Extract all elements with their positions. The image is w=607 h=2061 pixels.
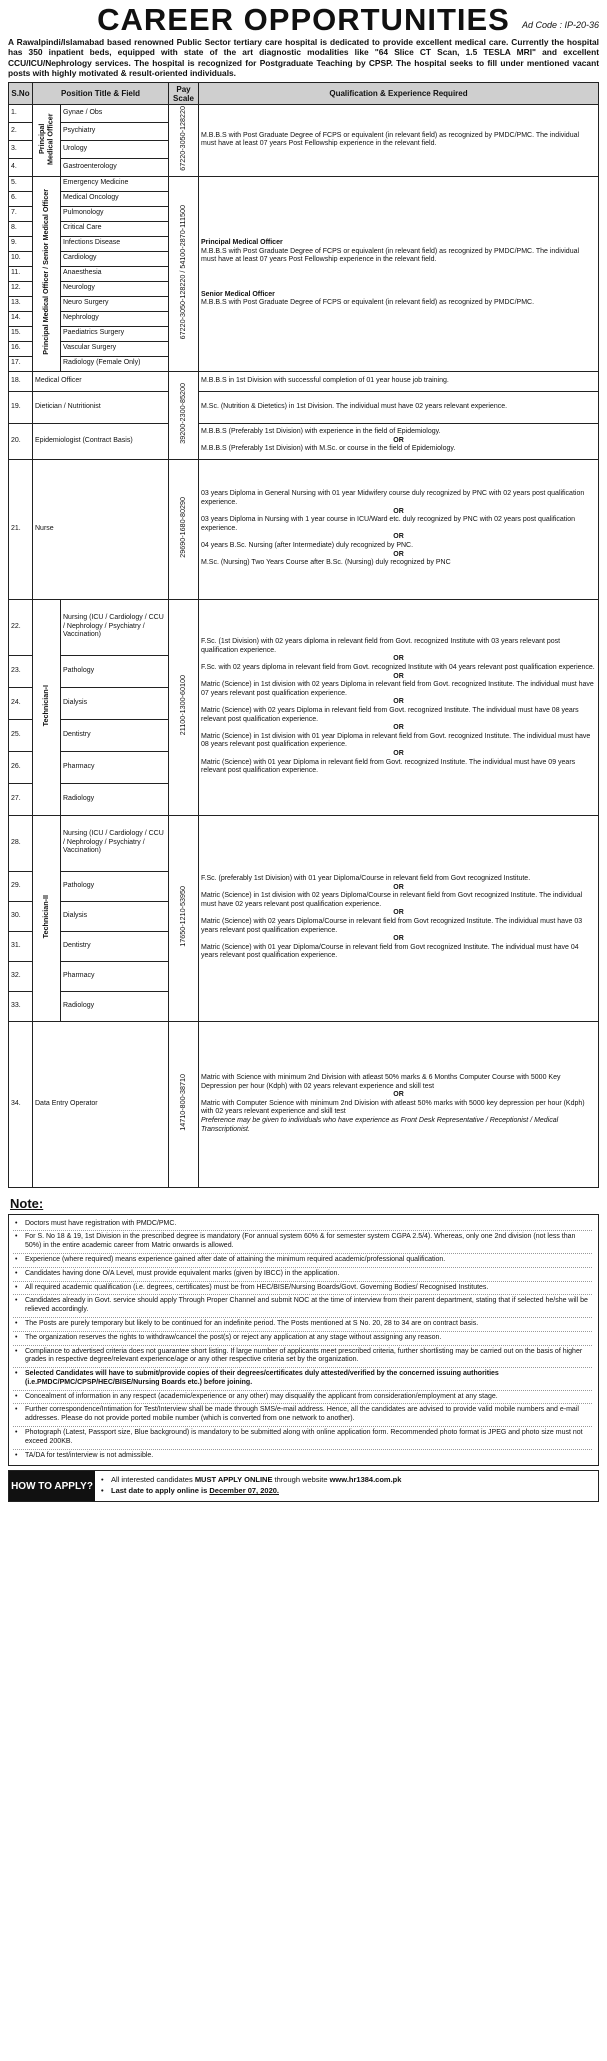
pay-scale: 67220-3050-128220 / 54100-2870-111500 (178, 204, 188, 339)
or-separator: OR (393, 698, 404, 706)
field-name: Pharmacy (61, 751, 169, 783)
qualification-text: Matric with Computer Science with minimum 2nd Division with atleast 50% marks with 5000 key depression per hour (Kdph) with 02 years relevant experience and skill test (201, 1099, 585, 1116)
table-row (9, 176, 599, 191)
serial-number: 10. (9, 251, 33, 266)
last-date: December 07, 2020. (209, 1486, 279, 1496)
serial-number: 3. (9, 140, 33, 158)
table-row (9, 391, 599, 423)
spacer (201, 265, 596, 291)
group-label: Principal Medical Officer / Senior Medical Officer (41, 188, 51, 355)
group-label: Technician-I (41, 684, 51, 726)
serial-number: 32. (9, 961, 33, 991)
note-text: The organization reserves the rights to withdraw/cancel the post(s) or reject any application at any stage without assigning any reason. (25, 1333, 442, 1341)
qualification-text: 04 years B.Sc. Nursing (after Intermediate) duly recognized by PNC. (201, 541, 414, 549)
note-text: Doctors must have registration with PMDC/PMC. (25, 1219, 177, 1227)
serial-number: 22. (9, 599, 33, 655)
serial-number: 17. (9, 356, 33, 371)
page-title: CAREER OPPORTUNITIES (97, 2, 510, 37)
field-name: Paediatrics Surgery (61, 326, 169, 341)
qualification-cell (199, 815, 599, 1021)
bullet-icon: • (15, 1392, 18, 1400)
bullet-icon: • (101, 1475, 104, 1485)
serial-number: 14. (9, 311, 33, 326)
qualification-cell (199, 391, 599, 423)
serial-number: 28. (9, 815, 33, 871)
qualification-text: Matric (Science) in 1st division with 02 years Diploma in relevant field from Govt. recognized Institute. The individual must have 07 years relevant post qualification experience. (201, 681, 594, 697)
header-position: Position Title & Field (33, 83, 169, 105)
field-name: Emergency Medicine (61, 176, 169, 191)
bullet-icon: • (15, 1269, 18, 1277)
table-row (9, 459, 599, 599)
pay-scale: 14710-800-38710 (178, 1073, 188, 1131)
qualification-text: M.Sc. (Nursing) Two Years Course after B.Sc. (Nursing) duly recognized by PNC (201, 559, 451, 567)
qualification-text: 03 years Diploma in General Nursing with 01 year Midwifery course duly recognized by PNC with 02 years post qualification experience. (201, 490, 585, 506)
qualification-text: M.B.B.S in 1st Division with successful completion of 01 year house job training. (201, 376, 449, 384)
field-name: Anaesthesia (61, 266, 169, 281)
or-separator: OR (393, 533, 404, 541)
field-name: Gastroenterology (61, 158, 169, 176)
position-title: Medical Officer (33, 371, 169, 391)
qualification-text: M.B.B.S (Preferably 1st Division) with M.Sc. or course in the field of Epidemiology. (201, 445, 456, 453)
field-name: Radiology (61, 991, 169, 1021)
ad-code: Ad Code : IP-20-36 (521, 20, 599, 30)
serial-number: 6. (9, 191, 33, 206)
note-item (13, 1318, 592, 1332)
qualification-cell (199, 459, 599, 599)
website-link[interactable]: www.hr1384.com.pk (329, 1475, 402, 1485)
qualification-cell (199, 371, 599, 391)
field-name: Nursing (ICU / Cardiology / CCU / Nephrology / Psychiatry / Vaccination) (61, 599, 169, 655)
note-text: Experience (where required) means experience gained after date of attaining the minimum required academic/professional qualification. (25, 1255, 446, 1263)
note-item (13, 1404, 592, 1427)
serial-number: 27. (9, 783, 33, 815)
serial-number: 25. (9, 719, 33, 751)
bullet-icon: • (101, 1486, 104, 1496)
group-label-cell (33, 105, 61, 176)
serial-number: 26. (9, 751, 33, 783)
notes-section (8, 1196, 599, 1467)
bullet-icon: • (15, 1219, 18, 1227)
field-name: Nursing (ICU / Cardiology / CCU / Nephrology / Psychiatry / Vaccination) (61, 815, 169, 871)
serial-number: 20. (9, 423, 33, 459)
note-item (13, 1254, 592, 1268)
qualification-text: F.Sc. (1st Division) with 02 years diploma in relevant field from Govt. recognized Institute with 03 years relevant post qualification experience. (201, 638, 561, 654)
pay-scale: 29690-1680-80290 (178, 496, 188, 558)
serial-number: 29. (9, 871, 33, 901)
qualification-text: Matric (Science) with 01 year Diploma in relevant field from Govt. recognized Institute. The individual must have 09 years relevant post qualification experience. (201, 758, 576, 775)
group-label-cell (33, 176, 61, 371)
header-qualification: Qualification & Experience Required (199, 83, 599, 105)
group-label-cell (33, 815, 61, 1021)
serial-number: 18. (9, 371, 33, 391)
bullet-icon: • (15, 1347, 18, 1355)
bullet-icon: • (15, 1370, 18, 1378)
serial-number: 24. (9, 687, 33, 719)
or-separator: OR (393, 883, 404, 891)
header-pay: Pay Scale (169, 83, 199, 105)
serial-number: 8. (9, 221, 33, 236)
qualification-text: 03 years Diploma in Nursing with 1 year course in ICU/Ward etc. duly recognized by PNC with 02 years post qualification experience. (201, 516, 576, 532)
serial-number: 34. (9, 1021, 33, 1187)
field-name: Gynae / Obs (61, 105, 169, 123)
note-text: Further correspondence/Intimation for Test/Interview shall be made through SMS/e-mail address. Hence, all the candidates are advised to provide valid mobile numbers and e-mail addresses. Please do not provide ported mobile number (which is converted from one network to another). (25, 1406, 579, 1423)
field-name: Neurology (61, 281, 169, 296)
apply-emphasis: MUST APPLY ONLINE (194, 1475, 273, 1485)
bullet-icon: • (15, 1451, 18, 1459)
field-name: Pulmonology (61, 206, 169, 221)
pay-scale: 39200-2300-85200 (178, 382, 188, 444)
serial-number: 4. (9, 158, 33, 176)
field-name: Pathology (61, 871, 169, 901)
bullet-icon: • (15, 1429, 18, 1437)
field-name: Neuro Surgery (61, 296, 169, 311)
or-separator: OR (393, 655, 404, 663)
qualification-text: F.Sc. (preferably 1st Division) with 01 year Diploma/Course in relevant field from Govt recognized Institute. (201, 875, 531, 883)
note-item (13, 1295, 592, 1318)
or-separator: OR (393, 909, 404, 917)
note-text: Photograph (Latest, Passport size, Blue background) is mandatory to be submitted along with online application form. Recommended photo format is JPEG and photo size must not exceed 200KB. (25, 1429, 583, 1445)
field-name: Medical Oncology (61, 191, 169, 206)
field-name: Pharmacy (61, 961, 169, 991)
or-separator: OR (393, 550, 404, 558)
apply-text: All interested candidates (111, 1475, 195, 1485)
qualification-text: Matric with Science with minimum 2nd Division with atleast 50% marks & 6 Months Computer Course with 5000 Key Depression per hour (Kdph) with 02 years relevant experience and skill test (201, 1073, 561, 1090)
how-to-apply-body (95, 1471, 401, 1501)
serial-number: 1. (9, 105, 33, 123)
field-name: Pathology (61, 655, 169, 687)
or-separator: OR (393, 724, 404, 732)
table-header-row (9, 83, 599, 105)
pay-scale-cell (169, 815, 199, 1021)
field-name: Urology (61, 140, 169, 158)
qualification-text: Matric (Science) with 01 year Diploma/Course in relevant field from Govt recognized Institute. The individual must have 04 years relevant post qualification experience. (201, 943, 579, 960)
qualification-cell (199, 105, 599, 176)
note-item (13, 1218, 592, 1232)
qualification-heading: Principal Medical Officer (201, 239, 283, 247)
serial-number: 2. (9, 123, 33, 141)
qualification-heading: Senior Medical Officer (201, 290, 275, 298)
qualification-cell (199, 599, 599, 815)
note-text: The Posts are purely temporary but likely to be continued for an indefinite period. The Posts mentioned at S No. 20, 28 to 34 are on contract basis. (25, 1319, 479, 1327)
table-row (9, 1021, 599, 1187)
preference-text: Preference may be given to individuals who have experience as Front Desk Representative / Receptionist / Medical Transcriptionist. (201, 1116, 559, 1133)
serial-number: 9. (9, 236, 33, 251)
table-row (9, 371, 599, 391)
pay-scale: 67220-3050-128220 (178, 106, 188, 171)
serial-number: 7. (9, 206, 33, 221)
serial-number: 31. (9, 931, 33, 961)
qualification-text: M.Sc. (Nutrition & Dietetics) in 1st Division. The individual must have 02 years relevant experience. (201, 402, 508, 410)
table-row (9, 105, 599, 123)
position-title: Nurse (33, 459, 169, 599)
intro-paragraph: A Rawalpindi/Islamabad based renowned Public Sector tertiary care hospital is dedicated to provide excellent medical care. Currently the hospital has 350 inpatient beds, equipped with state of the art diagnostic modalities like "64 Slice CT Scan, 1.5 TESLA MRI" and excellent CCU/ICU/Nephrology services. The hospital is recognized for Postgraduate Teaching by CPSP. The hospital seeks to fill under mentioned vacant posts with highly motivated & result-oriented individuals. (8, 37, 599, 78)
serial-number: 21. (9, 459, 33, 599)
bullet-icon: • (15, 1255, 18, 1263)
position-title: Epidemiologist (Contract Basis) (33, 423, 169, 459)
qualification-text: Matric (Science) in 1st division with 02 years Diploma/Course in relevant field from Govt recognized Institute. The individual must have 02 years relevant post qualification experience. (201, 892, 583, 908)
table-row (9, 599, 599, 655)
apply-line-online (101, 1474, 401, 1485)
bullet-icon: • (15, 1406, 18, 1414)
qualification-text: Matric (Science) with 02 years Diploma/Course in relevant field from Govt recognized Institute. The individual must have 03 years relevant post qualification experience. (201, 918, 583, 934)
or-separator: OR (393, 672, 404, 680)
pay-scale-cell (169, 371, 199, 459)
or-separator: OR (393, 436, 404, 444)
or-separator: OR (393, 935, 404, 943)
serial-number: 30. (9, 901, 33, 931)
field-name: Dentistry (61, 719, 169, 751)
note-text: Concealment of information in any respect (academic/experience or any other) may disqualify the applicant from consideration/employment at any stage. (25, 1392, 498, 1400)
qualification-text: M.B.B.S with Post Graduate Degree of FCPS or equivalent (in relevant field) as recognized by PMDC/PMC. The individual must have at least 07 years Post Fellowship experience in the relevant field. (201, 247, 580, 264)
how-to-apply-box (8, 1470, 599, 1502)
qualification-cell (199, 423, 599, 459)
bullet-icon: • (15, 1297, 18, 1305)
how-to-apply-label: HOW TO APPLY? (9, 1471, 95, 1501)
serial-number: 23. (9, 655, 33, 687)
pay-scale-cell (169, 1021, 199, 1187)
header (8, 2, 599, 37)
field-name: Radiology (61, 783, 169, 815)
note-item (13, 1282, 592, 1296)
note-item (13, 1450, 592, 1463)
serial-number: 16. (9, 341, 33, 356)
note-text: Selected Candidates will have to submit/provide copies of their degrees/certificates duly attested/verified by the concerned issuing authorities (i.e.PMDC/PMC/CPSP/HEC/BISE/Nursing Boards etc.) before joining. (25, 1370, 499, 1386)
group-label: Principal Medical Officer (36, 112, 55, 165)
positions-table (8, 82, 599, 1187)
field-name: Dialysis (61, 901, 169, 931)
group-label-cell (33, 599, 61, 815)
apply-line-deadline (101, 1485, 401, 1496)
notes-list (8, 1214, 599, 1467)
field-name: Dialysis (61, 687, 169, 719)
note-item (13, 1346, 592, 1369)
pay-scale-cell (169, 599, 199, 815)
table-row (9, 815, 599, 871)
field-name: Cardiology (61, 251, 169, 266)
note-text: For S. No 18 & 19, 1st Division in the prescribed degree is mandatory (For annual system 60% & for semester system CGPA 2.5/4). Whereas, only one 2nd division (not less than 50%) in the entire academic career from Matric onwards is allowed. (25, 1233, 576, 1250)
qualification-cell (199, 176, 599, 371)
qualification-text: Matric (Science) with 02 years Diploma in relevant field from Govt. recognized Institute. The individual must have 08 years relevant post qualification experience. (201, 707, 579, 723)
serial-number: 19. (9, 391, 33, 423)
bullet-icon: • (15, 1233, 18, 1241)
qualification-text: M.B.B.S with Post Graduate Degree of FCPS or equivalent (in relevant field) as recognized by PMDC/PMC. The individual must have at least 07 years Post Fellowship experience in the relevant field. (201, 131, 580, 148)
pay-scale-cell (169, 176, 199, 371)
field-name: Critical Care (61, 221, 169, 236)
serial-number: 12. (9, 281, 33, 296)
note-item (13, 1368, 592, 1391)
note-item (13, 1268, 592, 1282)
field-name: Infections Disease (61, 236, 169, 251)
bullet-icon: • (15, 1333, 18, 1341)
note-text: Compliance to advertised criteria does not guarantee short listing. If large number of applicants meet prescribed criteria, further shortlisting may be carried out on the basis of higher grades in respective degree/relevant experience/age or any other respective criteria set by the organization. (25, 1347, 583, 1364)
job-advertisement (8, 2, 599, 1502)
note-item (13, 1427, 592, 1450)
field-name: Radiology (Female Only) (61, 356, 169, 371)
table-row (9, 423, 599, 459)
serial-number: 5. (9, 176, 33, 191)
serial-number: 11. (9, 266, 33, 281)
group-label: Technician-II (41, 894, 51, 938)
note-text: Candidates already in Govt. service should apply Through Proper Channel and submit NOC at the time of interview from their parent department, stating that if selected he/she will be relieved accordingly. (25, 1297, 588, 1314)
field-name: Vascular Surgery (61, 341, 169, 356)
position-title: Dietician / Nutritionist (33, 391, 169, 423)
deadline-text: Last date to apply online is (111, 1486, 210, 1496)
note-text: Candidates having done O/A Level, must provide equivalent marks (given by IBCC) in the application. (25, 1269, 340, 1277)
qualification-cell (199, 1021, 599, 1187)
qualification-text: F.Sc. with 02 years diploma in relevant field from Govt. recognized Institute with 04 years relevant post qualification experience. (201, 664, 595, 672)
note-item (13, 1391, 592, 1405)
bullet-icon: • (15, 1319, 18, 1327)
position-title: Data Entry Operator (33, 1021, 169, 1187)
qualification-text: M.B.B.S with Post Graduate Degree of FCPS or equivalent (in relevant field) as recognized by PMDC/PMC. (201, 299, 535, 307)
header-sno: S.No (9, 83, 33, 105)
note-item (13, 1332, 592, 1346)
serial-number: 13. (9, 296, 33, 311)
pay-scale: 17650-1210-53950 (178, 885, 188, 947)
pay-scale-cell (169, 459, 199, 599)
field-name: Nephrology (61, 311, 169, 326)
note-text: All required academic qualification (i.e. degrees, certificates) must be from HEC/BISE/Nursing Boards/Govt. Governing Bodies/ Recognised Institutes. (25, 1283, 489, 1291)
pay-scale: 21100-1300-60100 (178, 675, 188, 736)
bullet-icon: • (15, 1283, 18, 1291)
serial-number: 33. (9, 991, 33, 1021)
note-item (13, 1231, 592, 1254)
field-name: Psychiatry (61, 123, 169, 141)
or-separator: OR (393, 507, 404, 515)
pay-scale-cell (169, 105, 199, 176)
notes-title: Note: (10, 1195, 44, 1211)
apply-text: through website (272, 1475, 330, 1485)
qualification-text: Matric (Science) in 1st division with 01 year Diploma in relevant field from Govt. recognized Institute. The individual must have 08 years relevant post qualification experience. (201, 732, 591, 749)
or-separator: OR (393, 1091, 404, 1099)
serial-number: 15. (9, 326, 33, 341)
qualification-text: M.B.B.S (Preferably 1st Division) with experience in the field of Epidemiology. (201, 428, 441, 436)
or-separator: OR (393, 750, 404, 757)
field-name: Dentistry (61, 931, 169, 961)
note-text: TA/DA for test/interview is not admissible. (25, 1451, 154, 1459)
